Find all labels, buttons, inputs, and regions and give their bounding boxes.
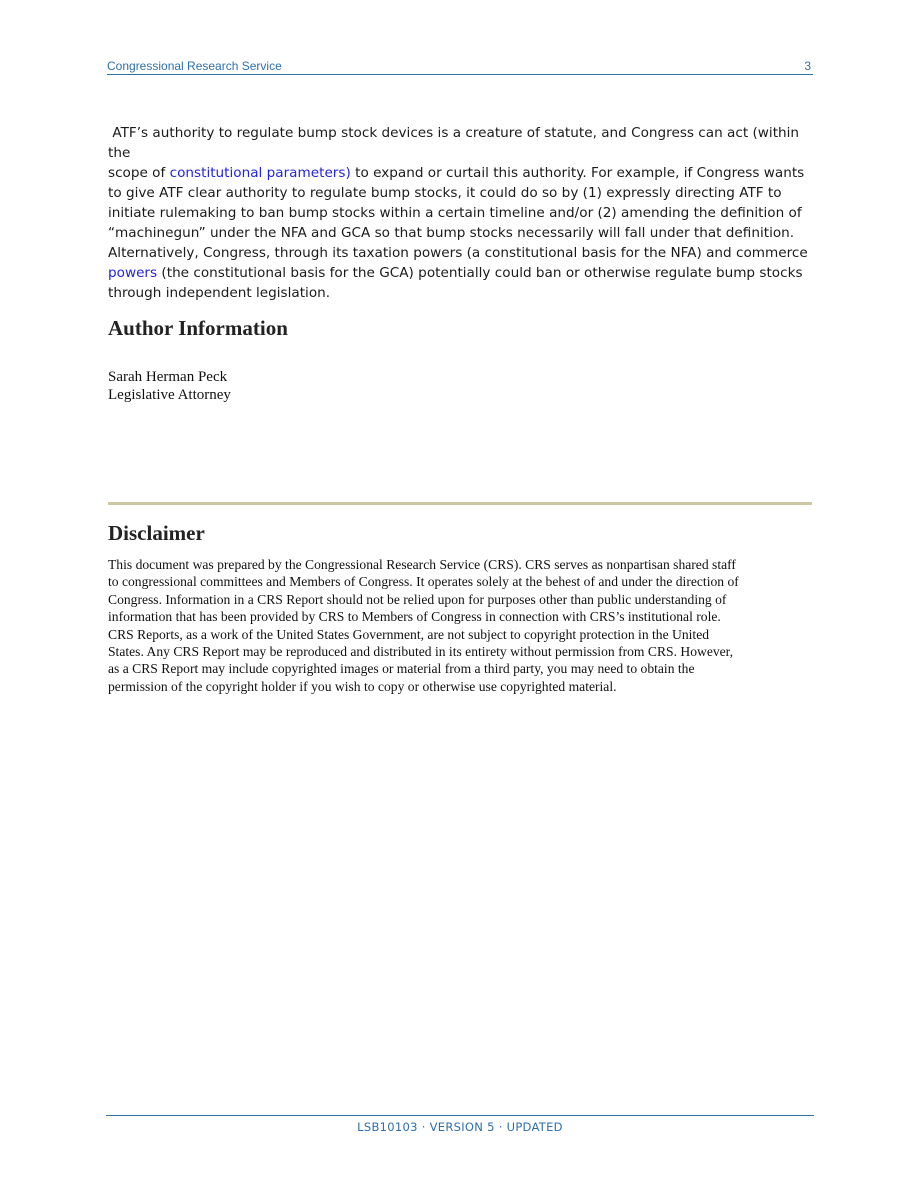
author-block xyxy=(108,368,231,404)
body-text-3: (the constitutional basis for the GCA) potentially could ban or otherwise regulate bump stocks through independent legislation. xyxy=(108,265,803,301)
body-text-1: ATF’s authority to regulate bump stock devices is a creature of statute, and Congress can act (within the scope of xyxy=(108,125,800,181)
disclaimer-heading: Disclaimer xyxy=(108,521,205,545)
section-divider xyxy=(108,502,812,505)
body-paragraph xyxy=(108,123,814,303)
body-text-2: to expand or curtail this authority. For example, if Congress wants to give ATF clear authority to regulate bump stocks, it could do so by (1) expressly directing ATF to initiate rulemaking to ban bump stocks within a certain timeline and/or (2) amending the definition of “machinegun” under the NFA and GCA so that bump stocks necessarily will fall under that definition. Alternatively, Congress, through its taxation powers (a constitutional basis for the NFA) and commerce xyxy=(108,165,808,261)
header-org-name: Congressional Research Service xyxy=(107,59,282,73)
footer-divider xyxy=(106,1115,814,1116)
powers-link[interactable]: powers xyxy=(108,265,158,281)
author-title: Legislative Attorney xyxy=(108,387,231,403)
disclaimer-text: This document was prepared by the Congressional Research Service (CRS). CRS serves as nonpartisan shared staff to congressional committees and Members of Congress. It operates solely at the behest of and under the direction of Congress. Information in a CRS Report should not be relied upon for purposes other than public understanding of information that has been provided by CRS to Members of Congress in connection with CRS’s institutional role. CRS Reports, as a work of the United States Government, are not subject to copyright protection in the United States. Any CRS Report may be reproduced and distributed in its entirety without permission from CRS. However, as a CRS Report may include copyrighted images or material from a third party, you may need to obtain the permission of the copyright holder if you wish to copy or otherwise use copyrighted material. xyxy=(108,557,739,694)
page-number: 3 xyxy=(804,59,811,73)
page-header xyxy=(107,58,813,75)
page-footer: LSB10103 · VERSION 5 · UPDATED xyxy=(357,1120,563,1134)
author-name: Sarah Herman Peck xyxy=(108,369,228,385)
constitutional-parameters-link[interactable]: constitutional parameters) xyxy=(169,165,351,181)
author-information-heading: Author Information xyxy=(108,316,288,340)
